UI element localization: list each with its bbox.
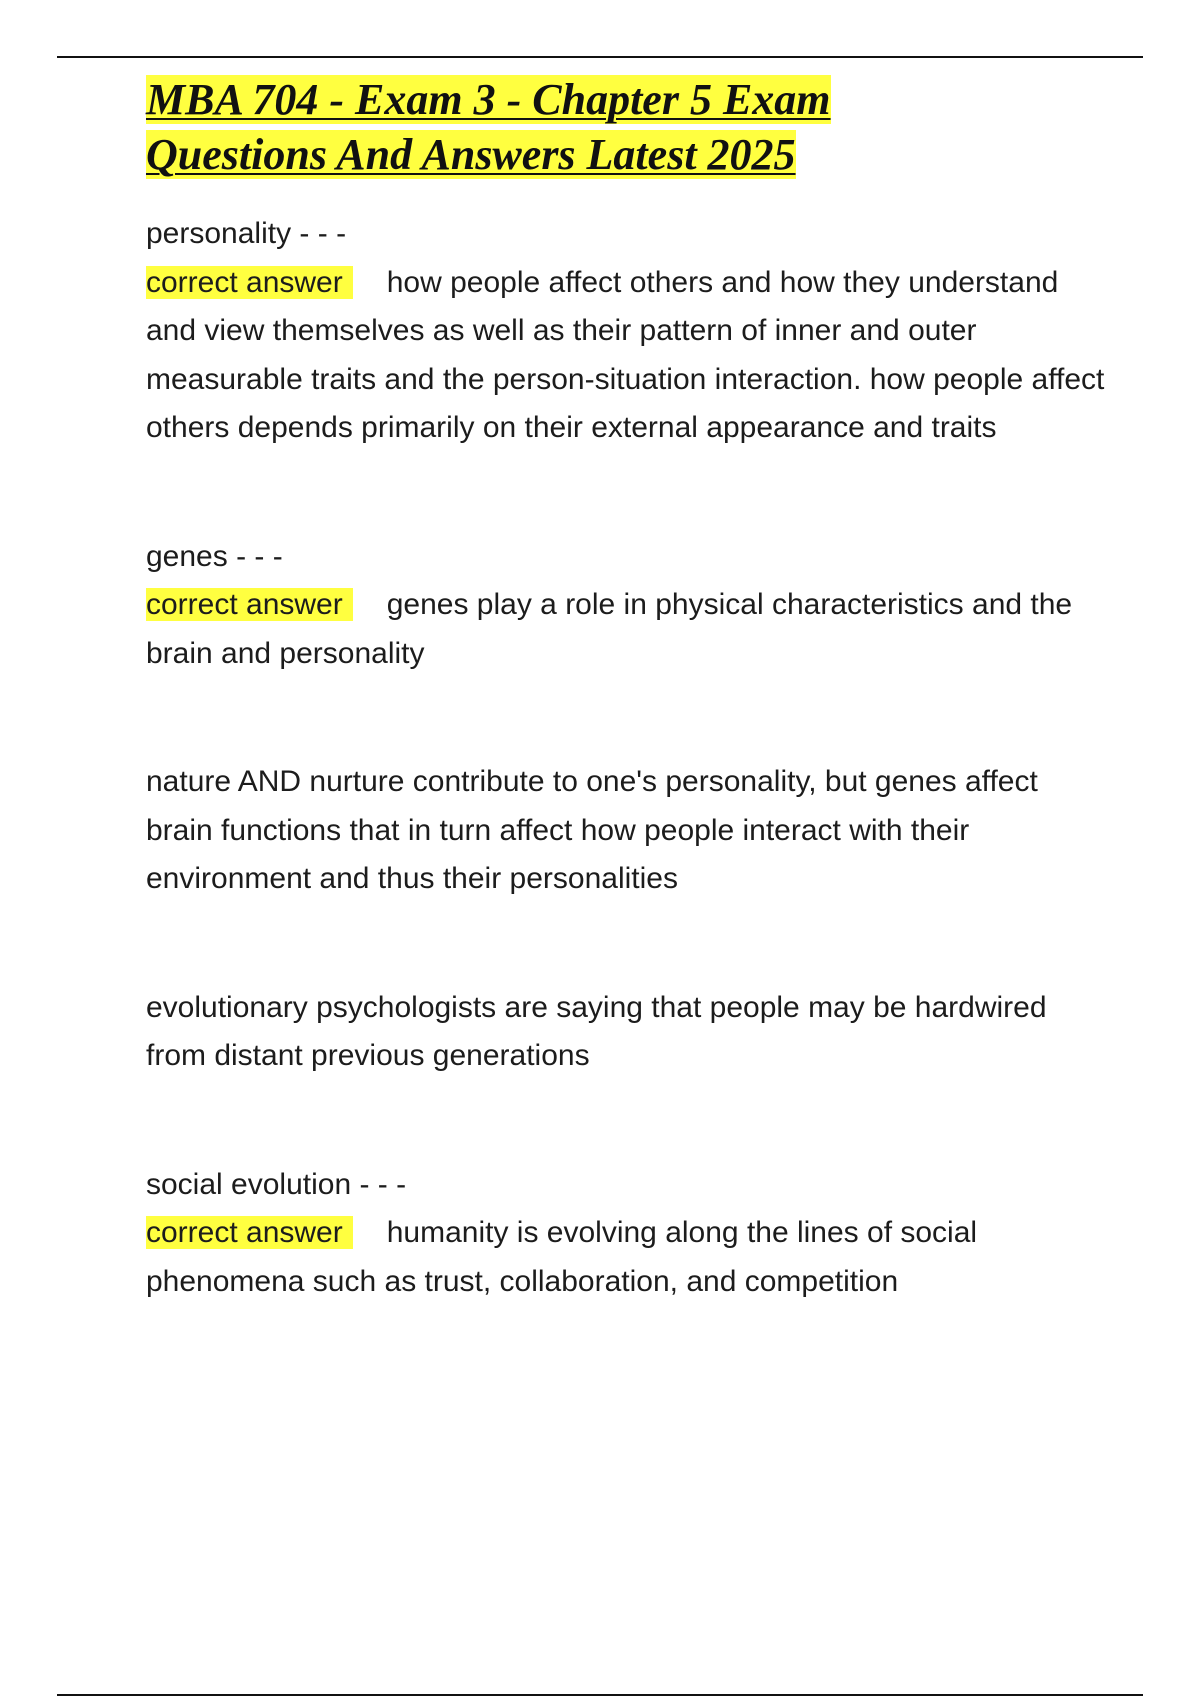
answer-text (146, 259, 1106, 453)
correct-answer-label: correct answer (146, 1216, 353, 1249)
document-title: MBA 704 - Exam 3 - Chapter 5 Exam Questions And Answers Latest 2025 (146, 75, 831, 179)
qa-entry-genes (146, 533, 1106, 679)
document-body (146, 72, 1106, 1306)
answer-body: humanity is evolving along the lines of social phenomena such as trust, collaboration, and competition (146, 1216, 978, 1298)
answer-text (146, 1209, 1106, 1306)
correct-answer-label: correct answer (146, 588, 353, 621)
qa-entry-personality (146, 210, 1106, 453)
term-label: personality - - - (146, 217, 347, 250)
term-label: social evolution - - - (146, 1167, 407, 1201)
answer-body: genes play a role in physical characteristics and the brain and personality (146, 588, 1073, 670)
top-divider (57, 56, 1143, 58)
paragraph-nature-nurture: nature AND nurture contribute to one's personality, but genes affect brain functions that in turn affect how people interact with their environment and thus their personalities (146, 765, 1038, 895)
paragraph-evolutionary: evolutionary psychologists are saying that people may be hardwired from distant previous generations (146, 990, 1047, 1072)
answer-text (146, 581, 1106, 678)
answer-body: how people affect others and how they understand and view themselves as well as their pattern of inner and outer measurable traits and the person-situation interaction. how people affect others depends primarily on their external appearance and traits (146, 265, 1105, 444)
bottom-divider (57, 1694, 1143, 1696)
term-label: genes - - - (146, 539, 283, 573)
qa-entry-social-evolution (146, 1161, 1106, 1307)
correct-answer-label: correct answer (146, 266, 353, 299)
